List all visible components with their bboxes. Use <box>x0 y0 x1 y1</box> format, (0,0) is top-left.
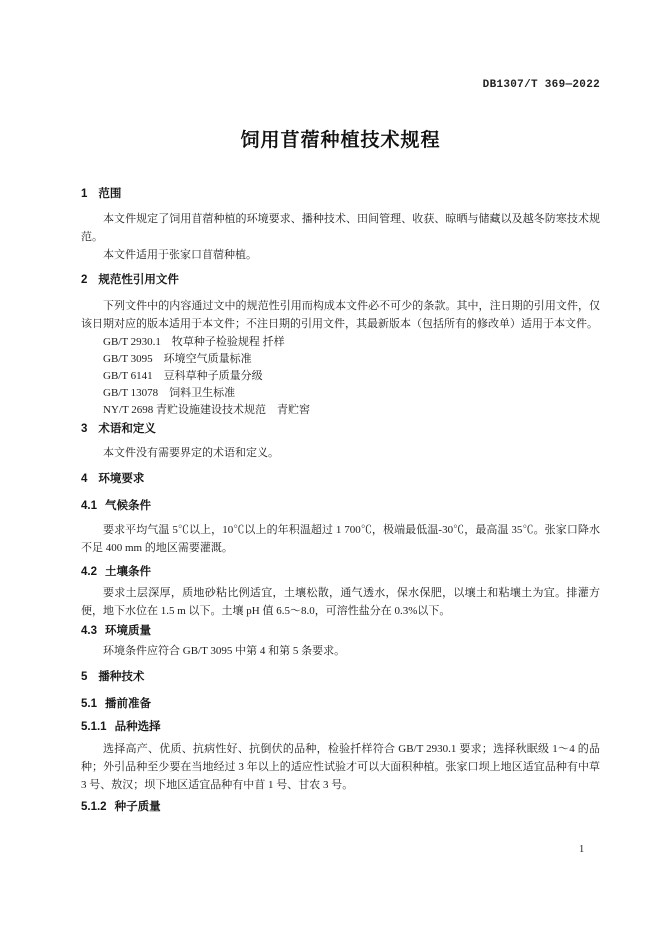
section-variety-heading <box>81 720 600 735</box>
page-number: 1 <box>579 844 585 855</box>
section-env-quality-heading <box>81 624 600 639</box>
soil-paragraph: 要求土层深厚，质地砂粘比例适宜，土壤松散，通气透水，保水保肥，以壤土和粘壤土为宜。排灌方便，地下水位在 1.5 m 以下。土壤 pH 值 6.5～8.0，可溶性盐分在 0.3%以下。 <box>81 587 600 617</box>
section-terms-title: 术语和定义 <box>98 423 156 435</box>
section-scope-heading <box>81 187 600 202</box>
section-terms-heading <box>81 422 600 437</box>
scope-paragraph-1: 本文件规定了饲用苜蓿种植的环境要求、播种技术、田间管理、收获、晾晒与储藏以及越冬防寒技术规范。 <box>81 213 600 243</box>
section-seeding-heading <box>81 670 600 685</box>
section-environment-number: 4 <box>81 473 88 485</box>
reference-item: GB/T 6141 豆科草种子质量分级 <box>103 370 263 382</box>
section-seed-quality-heading <box>81 800 600 815</box>
section-prep-heading <box>81 697 600 712</box>
reference-item: NY/T 2698 青贮设施建设技术规范 青贮窖 <box>103 404 310 416</box>
section-soil-number: 4.2 <box>81 566 97 578</box>
section-terms-number: 3 <box>81 423 88 435</box>
section-variety-title: 品种选择 <box>114 721 161 733</box>
section-normative-refs-heading <box>81 273 600 288</box>
reference-item: GB/T 2930.1 牧草种子检验规程 扦样 <box>103 336 285 348</box>
section-normative-refs-title: 规范性引用文件 <box>98 274 179 286</box>
climate-paragraph: 要求平均气温 5℃以上，10℃以上的年积温超过 1 700℃，极端最低温-30℃，最高温 35℃。张家口降水不足 400 mm 的地区需要灌溉。 <box>81 524 600 554</box>
section-variety-number: 5.1.1 <box>81 721 107 733</box>
section-env-quality-number: 4.3 <box>81 625 97 637</box>
section-seeding-number: 5 <box>81 671 88 683</box>
section-scope-title: 范围 <box>98 188 122 200</box>
section-scope-number: 1 <box>81 188 88 200</box>
reference-item: GB/T 3095 环境空气质量标准 <box>103 353 252 365</box>
section-normative-refs-number: 2 <box>81 274 88 286</box>
variety-paragraph: 选择高产、优质、抗病性好、抗倒伏的品种，检验扦样符合 GB/T 2930.1 要求；选择秋眠级 1～4 的品种；外引品种至少要在当地经过 3 年以上的适应性试验才可以大面积种植。张家口坝上地区适宜品种有中草 3 号、敖汉；坝下地区适宜品种有中苜 1 号、甘农 3 号。 <box>81 743 600 791</box>
section-climate-number: 4.1 <box>81 500 97 512</box>
doc-code: DB1307/T 369—2022 <box>482 79 600 91</box>
scope-paragraph-2: 本文件适用于张家口苜蓿种植。 <box>103 249 257 261</box>
section-seed-quality-number: 5.1.2 <box>81 801 107 813</box>
normative-refs-paragraph: 下列文件中的内容通过文中的规范性引用而构成本文件必不可少的条款。其中，注日期的引用文件，仅该日期对应的版本适用于本文件；不注日期的引用文件，其最新版本（包括所有的修改单）适用于本文件。 <box>81 300 600 330</box>
section-climate-heading <box>81 499 600 514</box>
terms-paragraph: 本文件没有需要界定的术语和定义。 <box>103 447 279 459</box>
section-prep-title: 播前准备 <box>105 698 151 710</box>
section-soil-heading <box>81 565 600 580</box>
section-climate-title: 气候条件 <box>105 500 151 512</box>
section-environment-title: 环境要求 <box>98 473 145 485</box>
section-soil-title: 土壤条件 <box>105 566 151 578</box>
section-seed-quality-title: 种子质量 <box>114 801 161 813</box>
section-environment-heading <box>81 472 600 487</box>
section-seeding-title: 播种技术 <box>98 671 145 683</box>
section-prep-number: 5.1 <box>81 698 97 710</box>
doc-title: 饲用苜蓿种植技术规程 <box>240 130 441 151</box>
reference-item: GB/T 13078 饲料卫生标准 <box>103 387 236 399</box>
document-content <box>81 0 600 815</box>
section-env-quality-title: 环境质量 <box>105 625 151 637</box>
env-quality-paragraph: 环境条件应符合 GB/T 3095 中第 4 和第 5 条要求。 <box>103 645 346 657</box>
